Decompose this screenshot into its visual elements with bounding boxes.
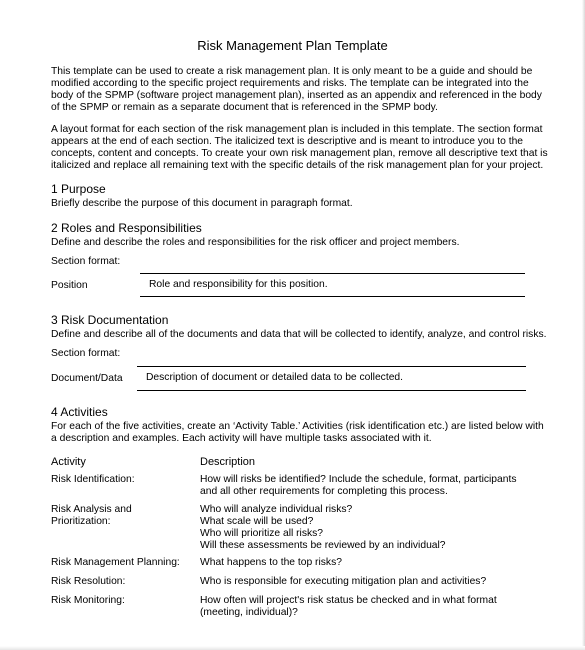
section-2-description: Define and describe the roles and responsibilities for the risk officer and project members. [51, 237, 460, 248]
section-2-format-label: Section format: [51, 256, 121, 267]
section-4-heading: 4 Activities [51, 405, 108, 419]
activity-risk-analysis-line-2: Prioritization: [51, 516, 111, 527]
section-2-heading: 2 Roles and Responsibilities [51, 221, 202, 235]
activity-description-line: How often will project's risk status be checked and in what format [200, 595, 497, 606]
section-3-table-top-rule [137, 366, 526, 367]
activity-description-line: Who will prioritize all risks? [200, 528, 324, 539]
activities-column-description: Description [200, 456, 256, 468]
activity-description-line: What scale will be used? [200, 516, 314, 527]
section-1-heading: 1 Purpose [51, 182, 106, 196]
activity-risk-resolution: Risk Resolution: [51, 576, 126, 587]
section-3-description: Define and describe all of the documents and data that will be collected to identify, analyze, and control risks. [51, 329, 547, 340]
intro-paragraph-2: A layout format for each section of the risk management plan is included in this template. The section format appears at the end of each section. The italicized text is descriptive and is meant to introduce you to the concepts, content and concepts. To create your own risk management plan, remove all descriptive text that is italicized and replace all remaining text with the specific details of the risk management plan for your project. [51, 124, 548, 171]
section-2-table-bottom-rule [140, 296, 525, 297]
activity-description-line: (meeting, individual)? [200, 607, 298, 618]
section-3-row-label: Document/Data [51, 373, 123, 384]
intro-paragraph-1: This template can be used to create a risk management plan. It is only meant to be a guide and should be modified according to the specific project requirements and risks. The template can be integrated into the body of the SPMP (software project management plan), inserted as an appendix and referenced in the body of the SPMP or remain as a separate document that is referenced in the SPMP body. [51, 66, 542, 113]
page-bottom-shadow [0, 646, 585, 650]
activity-description-line: Who will analyze individual risks? [200, 504, 353, 515]
section-3-format-label: Section format: [51, 348, 121, 359]
section-2-table-top-rule [140, 273, 525, 274]
section-3-heading: 3 Risk Documentation [51, 313, 169, 327]
activity-description-line: How will risks be identified? Include the schedule, format, participants [200, 474, 517, 485]
activity-risk-identification: Risk Identification: [51, 474, 135, 485]
section-2-row-value: Role and responsibility for this position. [149, 279, 328, 290]
activity-description-line: Will these assessments be reviewed by an individual? [200, 540, 446, 551]
section-4-description: For each of the five activities, create an ‘Activity Table.’ Activities (risk identification etc.) are listed below with a description and examples. Each activity will have multiple tasks associated with it. [51, 421, 544, 444]
document-title: Risk Management Plan Template [197, 38, 388, 53]
activities-column-activity: Activity [51, 456, 86, 468]
activity-risk-analysis: Risk Analysis and [51, 504, 132, 515]
section-3-row-value: Description of document or detailed data to be collected. [146, 372, 404, 383]
activity-description-line: Who is responsible for executing mitigation plan and activities? [200, 576, 487, 587]
activity-risk-management-planning: Risk Management Planning: [51, 557, 180, 568]
activity-risk-monitoring: Risk Monitoring: [51, 595, 125, 606]
section-1-description: Briefly describe the purpose of this document in paragraph format. [51, 198, 353, 209]
section-2-row-label: Position [51, 280, 88, 291]
section-3-table-bottom-rule [137, 390, 526, 391]
activity-description-line: and all other requirements for completing this process. [200, 486, 448, 497]
activity-description-line: What happens to the top risks? [200, 557, 342, 568]
